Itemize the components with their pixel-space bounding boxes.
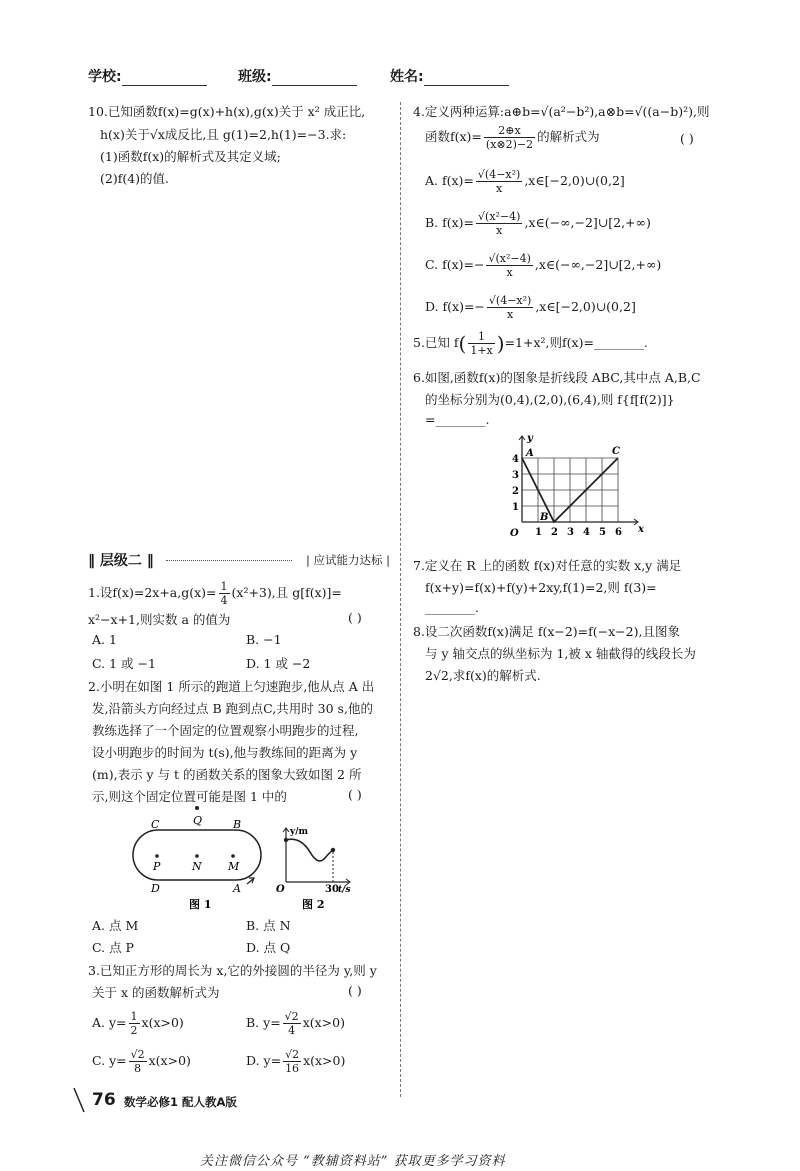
section-dots: [166, 560, 292, 561]
q4-line2: 函数f(x)= $\frac{2\oplus x}{(x\otimes 2)-2}$ 的解析式为: [425, 124, 600, 151]
fig2-end-dot: [331, 848, 335, 852]
q2-line1: 2.小明在如图 1 所示的跑道上匀速跑步,他从点 A 出: [88, 679, 375, 694]
q6-xtick-5: 5: [599, 527, 606, 538]
q2-option-a[interactable]: A. 点 M: [92, 918, 139, 933]
school-label: 学校:: [88, 66, 207, 86]
section-title: ‖ 层级二 ‖: [88, 553, 154, 569]
q1-line2: x²−x+1,则实数 a 的值为: [88, 612, 231, 627]
label-a: A: [233, 882, 241, 895]
q6-graph: [500, 428, 650, 546]
q1-answer-paren[interactable]: ( ): [348, 610, 362, 625]
label-b: B: [233, 818, 242, 831]
q2-line2: 发,沿箭头方向经过点 B 跑到点C,共用时 30 s,他的: [92, 701, 373, 716]
q6-xtick-2: 2: [551, 527, 558, 538]
q1-option-b[interactable]: B. −1: [246, 632, 282, 647]
q1-option-a[interactable]: A. 1: [92, 632, 117, 647]
q2-answer-paren[interactable]: ( ): [348, 787, 362, 802]
q3-answer-paren[interactable]: ( ): [348, 983, 362, 998]
q2-option-c[interactable]: C. 点 P: [92, 940, 134, 955]
q4-answer-paren[interactable]: ( ): [680, 131, 694, 146]
q4-option-b[interactable]: B. f(x)= $\frac{\text{√(x²−4)}}{x}$ ,x∈(−∞,−2]∪[2,+∞): [425, 210, 651, 237]
q10-line4: (2)f(4)的值.: [100, 171, 170, 186]
q4-line1: 4.定义两种运算:a⊕b=√(a²−b²),a⊗b=√((a−b)²),则: [413, 104, 710, 119]
class-label: 班级:: [238, 66, 357, 86]
q2-line5: (m),表示 y 与 t 的函数关系的图象大致如图 2 所: [92, 767, 362, 782]
page-number: 76: [92, 1090, 116, 1110]
q3-line1: 3.已知正方形的周长为 x,它的外接圆的半径为 y,则 y: [88, 963, 377, 978]
q6-point-b: B: [540, 512, 549, 523]
section-subtitle: | 应试能力达标 |: [305, 553, 390, 567]
q6-xtick-1: 1: [535, 527, 542, 538]
q1-fraction: $\frac{1}{4}$: [220, 580, 228, 607]
school-blank[interactable]: [122, 71, 207, 86]
q7-line3: ________.: [425, 600, 479, 615]
fig2-start-dot: [284, 838, 288, 842]
point-q-dot: [195, 806, 199, 810]
q6-line3: =________.: [425, 412, 490, 427]
name-label: 姓名:: [390, 66, 509, 86]
q3-option-b[interactable]: B. y= $\frac{√2}{4}$ x(x>0): [246, 1010, 345, 1037]
q6-y-label: y: [527, 433, 533, 444]
q6-origin: O: [510, 528, 519, 539]
q7-line1: 7.定义在 R 上的函数 f(x)对任意的实数 x,y 满足: [413, 558, 682, 573]
q1-line1: 1.设f(x)=2x+a,g(x)= $\frac{1}{4}$ (x²+3),且 g[f(x)]=: [88, 580, 342, 607]
name-blank[interactable]: [424, 71, 509, 86]
q2-line6: 示,则这个固定位置可能是图 1 中的: [92, 789, 287, 804]
q10-line1: 10.已知函数f(x)=g(x)+h(x),g(x)关于 x² 成正比,: [88, 104, 366, 119]
point-m-dot: [231, 854, 235, 858]
q3-option-c[interactable]: C. y= $\frac{√2}{8}$ x(x>0): [92, 1048, 191, 1075]
q8-line3: 2√2,求f(x)的解析式.: [425, 668, 541, 683]
q6-ytick-4: 4: [512, 454, 519, 465]
q8-line2: 与 y 轴交点的纵坐标为 1,被 x 轴截得的线段长为: [425, 646, 696, 661]
q2-option-d[interactable]: D. 点 Q: [246, 940, 291, 955]
q4-option-d[interactable]: D. f(x)=− $\frac{\text{√(4−x²)}}{x}$ ,x∈[−2,0)∪(0,2]: [425, 294, 636, 321]
q4-option-c[interactable]: C. f(x)=− $\frac{\text{√(x²−4)}}{x}$ ,x∈(−∞,−2]∪[2,+∞): [425, 252, 662, 279]
figure1-caption: 图 1: [189, 898, 212, 910]
point-p-dot: [155, 854, 159, 858]
q2-option-b[interactable]: B. 点 N: [246, 918, 291, 933]
column-divider: [400, 102, 401, 1097]
q10-line3: (1)函数f(x)的解析式及其定义域;: [100, 149, 281, 164]
point-n-dot: [195, 854, 199, 858]
label-n: N: [192, 860, 202, 873]
q5-line: 5.已知 f( $\frac{1}{1+x}$ )=1+x²,则f(x)=________.: [413, 330, 648, 357]
label-d: D: [151, 882, 160, 895]
q7-line2: f(x+y)=f(x)+f(y)+2xy,f(1)=2,则 f(3)=: [425, 580, 657, 595]
q4-option-a[interactable]: A. f(x)= $\frac{\text{√(4−x²)}}{x}$ ,x∈[−2,0)∪(0,2]: [425, 168, 625, 195]
q6-line2: 的坐标分别为(0,4),(2,0),(6,4),则 f{f[f(2)]}: [425, 392, 675, 407]
label-q: Q: [193, 814, 203, 827]
fig2-origin: O: [276, 884, 285, 895]
q3-line2: 关于 x 的函数解析式为: [92, 985, 220, 1000]
book-title: 数学必修1 配人教A版: [124, 1095, 237, 1109]
class-blank[interactable]: [272, 71, 357, 86]
figure2-graph: [270, 822, 355, 910]
q6-ytick-1: 1: [512, 502, 519, 513]
q10-line2: h(x)关于√x成反比,且 g(1)=2,h(1)=−3.求:: [100, 127, 347, 142]
fig2-y-label: y/m: [290, 827, 309, 837]
q6-line1: 6.如图,函数f(x)的图象是折线段 ABC,其中点 A,B,C: [413, 370, 701, 385]
q2-line3: 教练选择了一个固定的位置观察小明跑步的过程,: [92, 723, 359, 738]
figure1-track: [125, 800, 275, 910]
q3-option-a[interactable]: A. y= $\frac{1}{2}$ x(x>0): [92, 1010, 184, 1037]
q1-option-c[interactable]: C. 1 或 −1: [92, 656, 156, 671]
q6-ytick-3: 3: [512, 470, 519, 481]
figure2-caption: 图 2: [302, 898, 325, 910]
q6-xtick-6: 6: [615, 527, 622, 538]
fig2-x30: 30: [325, 884, 339, 895]
q6-xtick-4: 4: [583, 527, 590, 538]
fig2-curve: [286, 839, 333, 861]
q1-option-d[interactable]: D. 1 或 −2: [246, 656, 311, 671]
q8-line1: 8.设二次函数f(x)满足 f(x−2)=f(−x−2),且图象: [413, 624, 680, 639]
label-m: M: [228, 860, 240, 873]
fig2-x-label: t/s: [338, 885, 351, 895]
label-c: C: [151, 818, 160, 831]
q6-point-c: C: [612, 446, 620, 457]
label-p: P: [153, 860, 161, 873]
q3-option-d[interactable]: D. y= $\frac{√2}{16}$ x(x>0): [246, 1048, 346, 1075]
q6-ytick-2: 2: [512, 486, 519, 497]
footer-slash-mark: [70, 1086, 90, 1114]
q6-xtick-3: 3: [567, 527, 574, 538]
footer-slogan: 关注微信公众号 “教辅资料站” 获取更多学习资料: [200, 1154, 506, 1169]
q6-grid: [522, 458, 618, 522]
q6-point-a: A: [526, 448, 534, 459]
q6-x-label: x: [638, 524, 644, 535]
q2-line4: 设小明跑步的时间为 t(s),他与教练间的距离为 y: [92, 745, 358, 760]
section-bar: [88, 552, 390, 570]
